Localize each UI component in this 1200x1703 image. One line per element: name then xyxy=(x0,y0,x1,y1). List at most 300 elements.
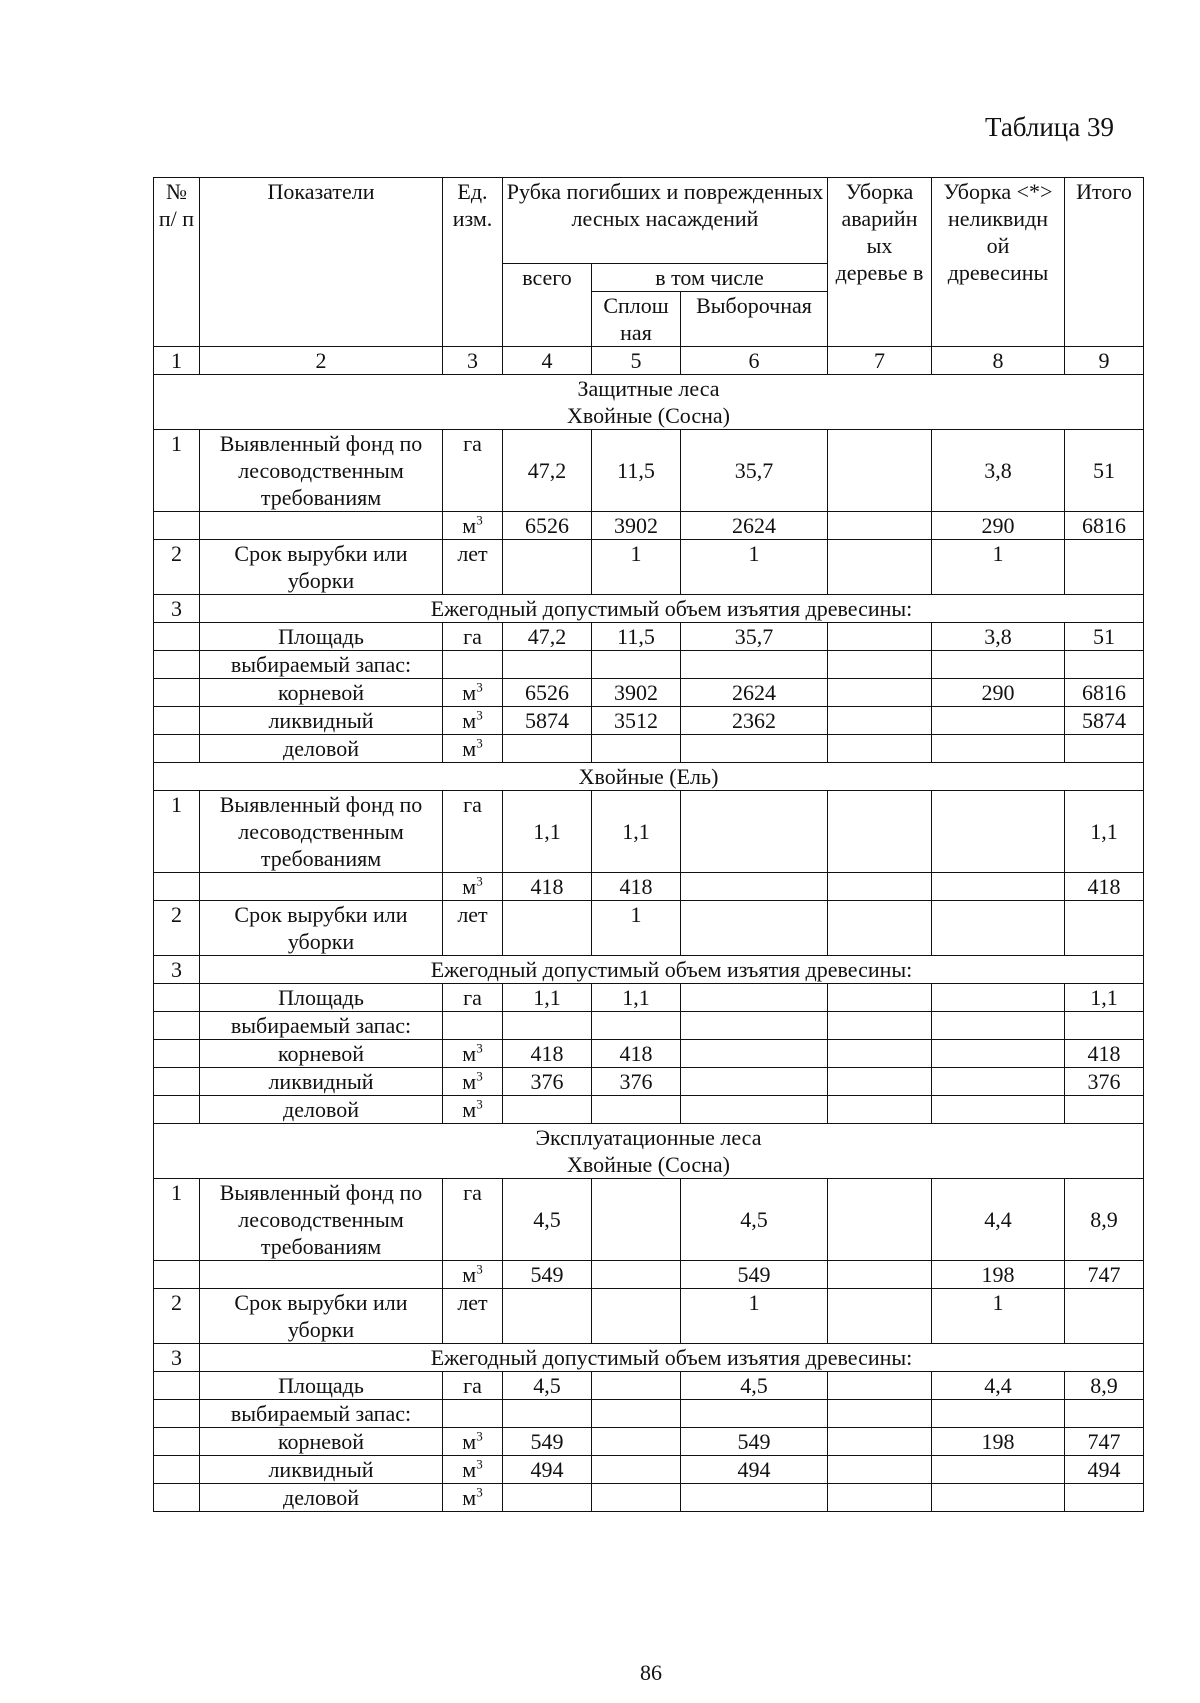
value-cell xyxy=(503,1484,592,1512)
table-title: Таблица 39 xyxy=(985,112,1114,142)
table-row xyxy=(154,707,1144,735)
unit-cell xyxy=(443,873,503,901)
header-indicators: Показатели xyxy=(200,178,443,347)
value-cell xyxy=(828,623,932,651)
unit-superscript: 3 xyxy=(476,512,483,528)
value-cell: 4,5 xyxy=(681,1372,828,1400)
indicator-label: Площадь xyxy=(200,1372,443,1400)
value-cell xyxy=(681,1068,828,1096)
value-cell xyxy=(681,651,828,679)
table-row xyxy=(154,763,1144,791)
value-cell xyxy=(503,651,592,679)
annual-heading: Ежегодный допустимый объем изъятия древесины: xyxy=(200,595,1144,623)
value-cell xyxy=(592,1456,681,1484)
value-cell xyxy=(932,1400,1065,1428)
value-cell: 1,1 xyxy=(592,791,681,873)
value-cell xyxy=(592,1289,681,1344)
value-cell xyxy=(592,1484,681,1512)
value-cell: 1 xyxy=(592,540,681,595)
value-cell: 6526 xyxy=(503,679,592,707)
unit-label: лет xyxy=(457,1290,488,1315)
value-cell: 376 xyxy=(592,1068,681,1096)
row-number: 1 xyxy=(154,430,200,512)
value-cell: 1,1 xyxy=(503,791,592,873)
value-cell: 4,5 xyxy=(681,1179,828,1261)
unit-cell xyxy=(443,1456,503,1484)
colnum: 3 xyxy=(443,347,503,375)
value-cell xyxy=(681,984,828,1012)
table-row xyxy=(154,1400,1144,1428)
row-number xyxy=(154,651,200,679)
value-cell xyxy=(592,735,681,763)
value-cell: 1 xyxy=(681,1289,828,1344)
table-row xyxy=(154,679,1144,707)
value-cell xyxy=(592,1179,681,1261)
value-cell xyxy=(828,1179,932,1261)
table-row xyxy=(154,512,1144,540)
value-cell xyxy=(592,1096,681,1124)
value-cell: 4,4 xyxy=(932,1372,1065,1400)
unit-label: м xyxy=(462,874,477,899)
value-cell: 3,8 xyxy=(932,430,1065,512)
table-row xyxy=(154,1096,1144,1124)
value-cell: 1 xyxy=(932,1289,1065,1344)
row-number xyxy=(154,1428,200,1456)
data-table xyxy=(153,177,1144,1512)
species-label: Хвойные (Ель) xyxy=(578,764,719,789)
value-cell: 549 xyxy=(681,1261,828,1289)
value-cell xyxy=(592,1400,681,1428)
value-cell: 290 xyxy=(932,679,1065,707)
value-cell xyxy=(828,1068,932,1096)
value-cell: 1,1 xyxy=(1065,791,1144,873)
unit-cell xyxy=(443,679,503,707)
table-row xyxy=(154,1344,1144,1372)
row-number: 2 xyxy=(154,1289,200,1344)
value-cell xyxy=(828,651,932,679)
unit-superscript: 3 xyxy=(476,1261,483,1277)
unit-cell xyxy=(443,901,503,956)
table-row xyxy=(154,540,1144,595)
value-cell: 6526 xyxy=(503,512,592,540)
unit-superscript: 3 xyxy=(476,1096,483,1112)
value-cell: 6816 xyxy=(1065,679,1144,707)
value-cell xyxy=(828,735,932,763)
value-cell xyxy=(932,791,1065,873)
unit-cell xyxy=(443,623,503,651)
value-cell: 51 xyxy=(1065,623,1144,651)
value-cell xyxy=(828,1428,932,1456)
table-row xyxy=(154,1428,1144,1456)
indicator-label: выбираемый запас: xyxy=(200,1012,443,1040)
table-row xyxy=(154,375,1144,430)
annual-heading: Ежегодный допустимый объем изъятия древесины: xyxy=(200,1344,1144,1372)
unit-cell xyxy=(443,512,503,540)
value-cell: 376 xyxy=(1065,1068,1144,1096)
value-cell xyxy=(828,1096,932,1124)
indicator-label xyxy=(200,1261,443,1289)
annual-heading: Ежегодный допустимый объем изъятия древесины: xyxy=(200,956,1144,984)
row-number: 2 xyxy=(154,540,200,595)
colnum: 9 xyxy=(1065,347,1144,375)
colnum: 4 xyxy=(503,347,592,375)
value-cell: 1 xyxy=(592,901,681,956)
unit-label: м xyxy=(462,1457,477,1482)
header-num: № п/ п xyxy=(154,178,200,347)
value-cell xyxy=(932,707,1065,735)
value-cell xyxy=(828,512,932,540)
row-number xyxy=(154,1456,200,1484)
table-row xyxy=(154,1456,1144,1484)
row-number: 2 xyxy=(154,901,200,956)
unit-label: м xyxy=(462,513,477,538)
section-heading xyxy=(154,1124,1144,1179)
table-row xyxy=(154,1068,1144,1096)
value-cell: 3512 xyxy=(592,707,681,735)
indicator-label xyxy=(200,873,443,901)
row-number xyxy=(154,707,200,735)
value-cell: 11,5 xyxy=(592,430,681,512)
unit-label: лет xyxy=(457,541,488,566)
row-number xyxy=(154,1068,200,1096)
unit-superscript: 3 xyxy=(476,873,483,889)
value-cell xyxy=(1065,1012,1144,1040)
value-cell: 6816 xyxy=(1065,512,1144,540)
value-cell xyxy=(681,791,828,873)
unit-label: м xyxy=(462,1262,477,1287)
unit-label: га xyxy=(463,1180,482,1205)
unit-cell xyxy=(443,1372,503,1400)
row-number xyxy=(154,1484,200,1512)
row-number: 1 xyxy=(154,1179,200,1261)
indicator-label: Выявленный фонд по лесоводственным требованиям xyxy=(200,1179,443,1261)
header-selective: Выборочная xyxy=(681,292,828,347)
value-cell: 549 xyxy=(681,1428,828,1456)
indicator-label: Срок вырубки или уборки xyxy=(200,1289,443,1344)
value-cell xyxy=(1065,1400,1144,1428)
value-cell: 418 xyxy=(592,873,681,901)
table-row xyxy=(154,901,1144,956)
value-cell xyxy=(503,735,592,763)
value-cell: 4,5 xyxy=(503,1179,592,1261)
unit-label: м xyxy=(462,736,477,761)
indicator-label: деловой xyxy=(200,1096,443,1124)
header-total: Итого xyxy=(1065,178,1144,347)
unit-label: лет xyxy=(457,902,488,927)
row-number xyxy=(154,1012,200,1040)
value-cell: 1,1 xyxy=(503,984,592,1012)
unit-cell xyxy=(443,1289,503,1344)
colnum: 2 xyxy=(200,347,443,375)
value-cell: 47,2 xyxy=(503,623,592,651)
value-cell xyxy=(828,1484,932,1512)
unit-label: м xyxy=(462,680,477,705)
value-cell xyxy=(932,1456,1065,1484)
table-row xyxy=(154,735,1144,763)
value-cell xyxy=(932,984,1065,1012)
table-row xyxy=(154,1012,1144,1040)
value-cell: 1 xyxy=(932,540,1065,595)
value-cell: 11,5 xyxy=(592,623,681,651)
indicator-label: ликвидный xyxy=(200,1456,443,1484)
value-cell: 418 xyxy=(592,1040,681,1068)
header-clear: Сплош ная xyxy=(592,292,681,347)
value-cell xyxy=(828,1040,932,1068)
value-cell xyxy=(932,901,1065,956)
value-cell xyxy=(932,735,1065,763)
species-label: Хвойные (Сосна) xyxy=(567,403,730,428)
value-cell xyxy=(681,1484,828,1512)
value-cell: 376 xyxy=(503,1068,592,1096)
colnum: 5 xyxy=(592,347,681,375)
value-cell xyxy=(592,1372,681,1400)
indicator-label: Срок вырубки или уборки xyxy=(200,901,443,956)
value-cell: 290 xyxy=(932,512,1065,540)
unit-cell xyxy=(443,651,503,679)
indicator-label: корневой xyxy=(200,1428,443,1456)
colnum: 8 xyxy=(932,347,1065,375)
value-cell xyxy=(828,1012,932,1040)
value-cell xyxy=(828,540,932,595)
value-cell: 549 xyxy=(503,1261,592,1289)
unit-superscript: 3 xyxy=(476,1456,483,1472)
indicator-label: Выявленный фонд по лесоводственным требованиям xyxy=(200,791,443,873)
indicator-label: выбираемый запас: xyxy=(200,1400,443,1428)
indicator-label: выбираемый запас: xyxy=(200,651,443,679)
row-number xyxy=(154,735,200,763)
value-cell xyxy=(1065,901,1144,956)
row-number xyxy=(154,1261,200,1289)
indicator-label: деловой xyxy=(200,1484,443,1512)
value-cell xyxy=(681,1400,828,1428)
unit-cell xyxy=(443,1428,503,1456)
row-number xyxy=(154,1096,200,1124)
value-cell xyxy=(503,1012,592,1040)
value-cell xyxy=(503,540,592,595)
row-number xyxy=(154,512,200,540)
table-row xyxy=(154,1289,1144,1344)
indicator-label: корневой xyxy=(200,679,443,707)
value-cell: 8,9 xyxy=(1065,1372,1144,1400)
table-row xyxy=(154,873,1144,901)
value-cell xyxy=(932,651,1065,679)
value-cell xyxy=(1065,651,1144,679)
unit-label: м xyxy=(462,1069,477,1094)
value-cell: 51 xyxy=(1065,430,1144,512)
value-cell: 47,2 xyxy=(503,430,592,512)
indicator-label: Выявленный фонд по лесоводственным требованиям xyxy=(200,430,443,512)
value-cell xyxy=(1065,1289,1144,1344)
unit-cell xyxy=(443,1179,503,1261)
colnum: 7 xyxy=(828,347,932,375)
value-cell xyxy=(828,430,932,512)
value-cell xyxy=(681,735,828,763)
row-number xyxy=(154,1040,200,1068)
value-cell xyxy=(828,791,932,873)
value-cell: 1 xyxy=(681,540,828,595)
unit-label: га xyxy=(463,431,482,456)
value-cell xyxy=(681,901,828,956)
value-cell: 3902 xyxy=(592,512,681,540)
row-number: 3 xyxy=(154,956,200,984)
header-emergency: Уборка аварийн ых деревье в xyxy=(828,178,932,347)
table-row xyxy=(154,1040,1144,1068)
forest-group-label: Защитные леса xyxy=(577,376,720,401)
value-cell xyxy=(592,651,681,679)
header-all: всего xyxy=(503,264,592,347)
value-cell: 418 xyxy=(503,1040,592,1068)
row-number xyxy=(154,1400,200,1428)
table-row xyxy=(154,1124,1144,1179)
unit-label: м xyxy=(462,1041,477,1066)
unit-cell xyxy=(443,1012,503,1040)
value-cell xyxy=(932,873,1065,901)
indicator-label: ликвидный xyxy=(200,707,443,735)
value-cell xyxy=(828,984,932,1012)
value-cell xyxy=(932,1040,1065,1068)
unit-superscript: 3 xyxy=(476,707,483,723)
unit-cell xyxy=(443,735,503,763)
value-cell xyxy=(1065,1484,1144,1512)
value-cell xyxy=(932,1096,1065,1124)
value-cell: 418 xyxy=(1065,1040,1144,1068)
unit-superscript: 3 xyxy=(476,1040,483,1056)
value-cell xyxy=(592,1428,681,1456)
table-row xyxy=(154,984,1144,1012)
unit-superscript: 3 xyxy=(476,1484,483,1500)
table-row xyxy=(154,1484,1144,1512)
unit-cell xyxy=(443,540,503,595)
unit-label: га xyxy=(463,792,482,817)
value-cell xyxy=(1065,540,1144,595)
value-cell xyxy=(503,901,592,956)
indicator-label: Срок вырубки или уборки xyxy=(200,540,443,595)
value-cell xyxy=(828,873,932,901)
row-number: 1 xyxy=(154,791,200,873)
value-cell xyxy=(503,1289,592,1344)
value-cell: 3902 xyxy=(592,679,681,707)
value-cell: 2624 xyxy=(681,512,828,540)
unit-cell xyxy=(443,791,503,873)
indicator-label: Площадь xyxy=(200,984,443,1012)
value-cell xyxy=(932,1012,1065,1040)
unit-cell xyxy=(443,430,503,512)
value-cell xyxy=(828,1456,932,1484)
unit-label: м xyxy=(462,1097,477,1122)
unit-cell xyxy=(443,1400,503,1428)
colnum: 1 xyxy=(154,347,200,375)
value-cell: 2362 xyxy=(681,707,828,735)
value-cell xyxy=(1065,735,1144,763)
value-cell xyxy=(592,1261,681,1289)
unit-label: м xyxy=(462,1429,477,1454)
unit-superscript: 3 xyxy=(476,735,483,751)
unit-label: га xyxy=(463,624,482,649)
indicator-label xyxy=(200,512,443,540)
unit-cell xyxy=(443,707,503,735)
value-cell: 549 xyxy=(503,1428,592,1456)
unit-superscript: 3 xyxy=(476,679,483,695)
value-cell xyxy=(681,1040,828,1068)
table-row xyxy=(154,651,1144,679)
table-row xyxy=(154,1179,1144,1261)
indicator-label: Площадь xyxy=(200,623,443,651)
value-cell: 747 xyxy=(1065,1261,1144,1289)
value-cell: 198 xyxy=(932,1261,1065,1289)
value-cell xyxy=(828,707,932,735)
value-cell xyxy=(503,1096,592,1124)
section-heading xyxy=(154,763,1144,791)
unit-cell xyxy=(443,1068,503,1096)
header-felling-group: Рубка погибших и поврежденных лесных насаждений xyxy=(503,178,828,264)
header-illiquid: Уборка <*> неликвидн ой древесины xyxy=(932,178,1065,347)
value-cell xyxy=(681,1096,828,1124)
unit-cell xyxy=(443,1040,503,1068)
value-cell: 198 xyxy=(932,1428,1065,1456)
value-cell: 494 xyxy=(503,1456,592,1484)
indicator-label: корневой xyxy=(200,1040,443,1068)
species-label: Хвойные (Сосна) xyxy=(567,1152,730,1177)
row-number xyxy=(154,623,200,651)
row-number xyxy=(154,984,200,1012)
row-number xyxy=(154,1372,200,1400)
value-cell: 4,5 xyxy=(503,1372,592,1400)
value-cell: 494 xyxy=(681,1456,828,1484)
value-cell: 35,7 xyxy=(681,430,828,512)
value-cell: 4,4 xyxy=(932,1179,1065,1261)
unit-superscript: 3 xyxy=(476,1068,483,1084)
value-cell: 3,8 xyxy=(932,623,1065,651)
table-row xyxy=(154,595,1144,623)
table-row xyxy=(154,623,1144,651)
value-cell xyxy=(828,1372,932,1400)
row-number xyxy=(154,873,200,901)
value-cell: 1,1 xyxy=(592,984,681,1012)
value-cell xyxy=(932,1068,1065,1096)
unit-cell xyxy=(443,1096,503,1124)
table-row xyxy=(154,430,1144,512)
value-cell xyxy=(932,1484,1065,1512)
table-row xyxy=(154,1372,1144,1400)
table-row xyxy=(154,1261,1144,1289)
value-cell: 8,9 xyxy=(1065,1179,1144,1261)
unit-superscript: 3 xyxy=(476,1428,483,1444)
value-cell xyxy=(828,1261,932,1289)
table-row xyxy=(154,791,1144,873)
value-cell: 5874 xyxy=(1065,707,1144,735)
forest-group-label: Эксплуатационные леса xyxy=(535,1125,762,1150)
indicator-label: деловой xyxy=(200,735,443,763)
value-cell xyxy=(828,1400,932,1428)
value-cell xyxy=(828,1289,932,1344)
value-cell xyxy=(828,901,932,956)
value-cell: 418 xyxy=(503,873,592,901)
table-row xyxy=(154,956,1144,984)
value-cell: 5874 xyxy=(503,707,592,735)
value-cell xyxy=(592,1012,681,1040)
unit-label: га xyxy=(463,985,482,1010)
value-cell xyxy=(828,679,932,707)
header-unit: Ед. изм. xyxy=(443,178,503,347)
row-number: 3 xyxy=(154,595,200,623)
header-including: в том числе xyxy=(592,264,828,292)
value-cell: 1,1 xyxy=(1065,984,1144,1012)
value-cell: 494 xyxy=(1065,1456,1144,1484)
unit-cell xyxy=(443,1484,503,1512)
colnum: 6 xyxy=(681,347,828,375)
section-heading xyxy=(154,375,1144,430)
value-cell xyxy=(681,873,828,901)
